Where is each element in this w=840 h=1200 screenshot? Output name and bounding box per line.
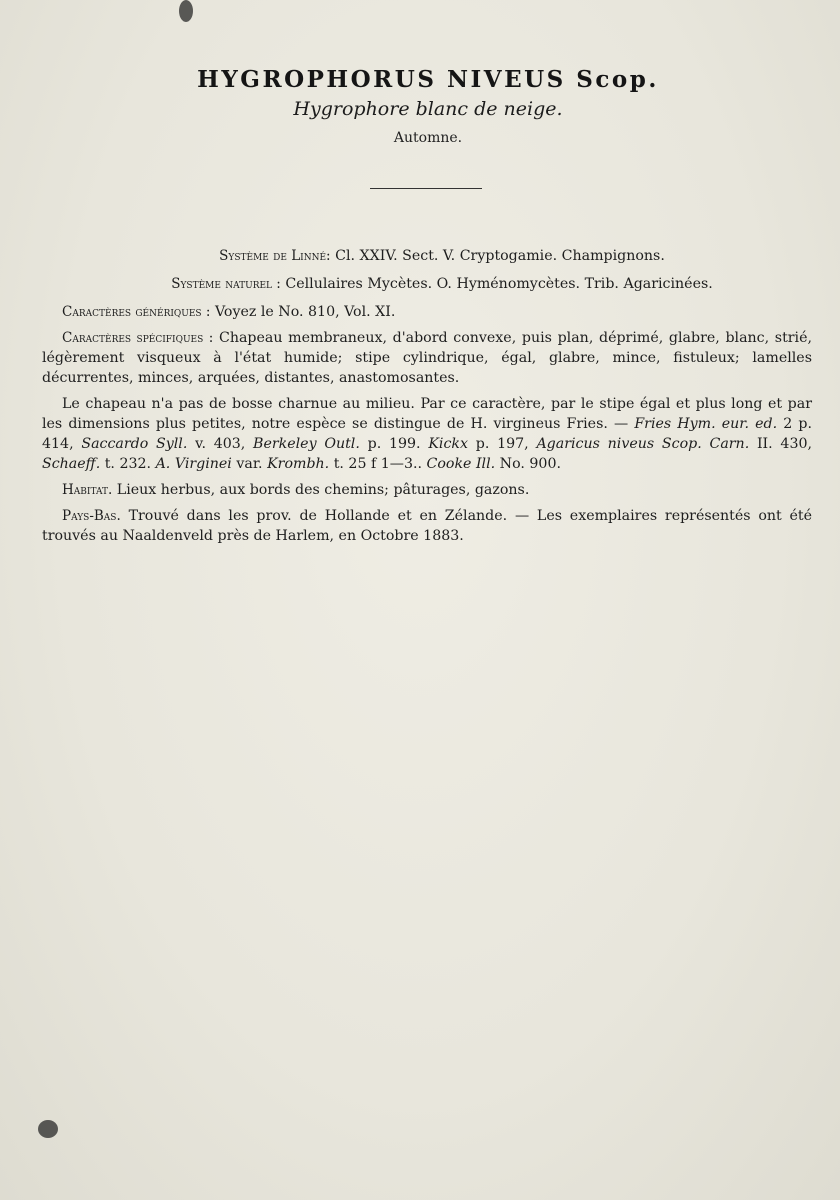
caracteres-specifiques-text: Chapeau membraneux, d'abord convexe, puis plan, déprimé, glabre, blanc, strié, légèrement visqueux à l'état humide; stipe cylindrique, égal, glabre, mince, fistuleux; lamelles décurrentes, minces, arquées, distantes, anastomosantes. — [42, 330, 812, 386]
systeme-linne-text: Cl. XXIV. Sect. V. Cryptogamie. Champignons. — [335, 248, 665, 264]
habitat-label: Habitat. — [62, 482, 113, 498]
description-text: p. 197, — [468, 436, 537, 452]
caracteres-generiques-paragraph — [42, 302, 812, 322]
ref-agaricus: Agaricus niveus Scop. Carn. — [536, 436, 750, 452]
season-label: Automne. — [393, 130, 463, 146]
page-subtitle: Hygrophore blanc de neige. — [293, 98, 563, 120]
habitat-paragraph — [42, 480, 812, 500]
ink-spot-top — [179, 0, 193, 22]
description-text: No. 900. — [495, 456, 561, 472]
pays-bas-text: Trouvé dans les prov. de Hollande et en Zélande. — Les exemplaires représentés ont été trouvés au Naaldenveld près de Harlem, en Octobre 1883. — [42, 508, 812, 544]
caracteres-generiques-label: Caractères génériques : — [62, 304, 211, 320]
ref-kickx: Kickx — [428, 436, 468, 452]
description-text: t. 25 f 1—3.. — [329, 456, 427, 472]
description-text: II. 430, — [749, 436, 813, 452]
ref-cooke: Cooke Ill. — [426, 456, 496, 472]
caracteres-generiques-text: Voyez le No. 810, Vol. XI. — [214, 304, 396, 320]
description-text: var. — [231, 456, 268, 472]
ref-saccardo: Saccardo Syll. — [81, 436, 188, 452]
ink-spot-bottom — [38, 1120, 58, 1138]
ref-berkeley: Berkeley Outl. — [253, 436, 360, 452]
caracteres-specifiques-label: Caractères spécifiques : — [62, 330, 214, 346]
description-text: v. 403, — [187, 436, 254, 452]
habitat-text: Lieux herbus, aux bords des chemins; pâturages, gazons. — [116, 482, 530, 498]
description-paragraph — [42, 394, 812, 474]
divider-rule — [370, 188, 482, 189]
pays-bas-paragraph — [42, 506, 812, 546]
page-header — [0, 66, 840, 189]
systeme-linne-label: Système de Linné: — [219, 248, 331, 264]
description-text: p. 199. — [359, 436, 429, 452]
systeme-naturel-label: Système naturel : — [171, 276, 281, 292]
ref-fries: Fries Hym. eur. ed. — [634, 416, 778, 432]
description-text: Le chapeau n'a pas de bosse charnue au milieu. Par ce caractère, par le stipe égal et plus long et par les dimensions plus petites, notre espèce se distingue de H. virgineus Fries. — — [42, 396, 812, 432]
systeme-naturel-line — [72, 274, 812, 294]
pays-bas-label: Pays-Bas. — [62, 508, 121, 524]
ref-schaeff: Schaeff. — [42, 456, 101, 472]
ref-virginei: A. Virginei — [155, 456, 232, 472]
description-text: t. 232. — [100, 456, 156, 472]
document-body — [42, 246, 812, 546]
ref-krombh: Krombh. — [267, 456, 330, 472]
systeme-linne-line — [72, 246, 812, 266]
description-text: 2 p. 414, — [42, 416, 813, 452]
systeme-naturel-text: Cellulaires Mycètes. O. Hyménomycètes. Trib. Agaricinées. — [285, 276, 713, 292]
page-title: HYGROPHORUS NIVEUS Scop. — [197, 66, 659, 93]
caracteres-specifiques-paragraph — [42, 328, 812, 388]
